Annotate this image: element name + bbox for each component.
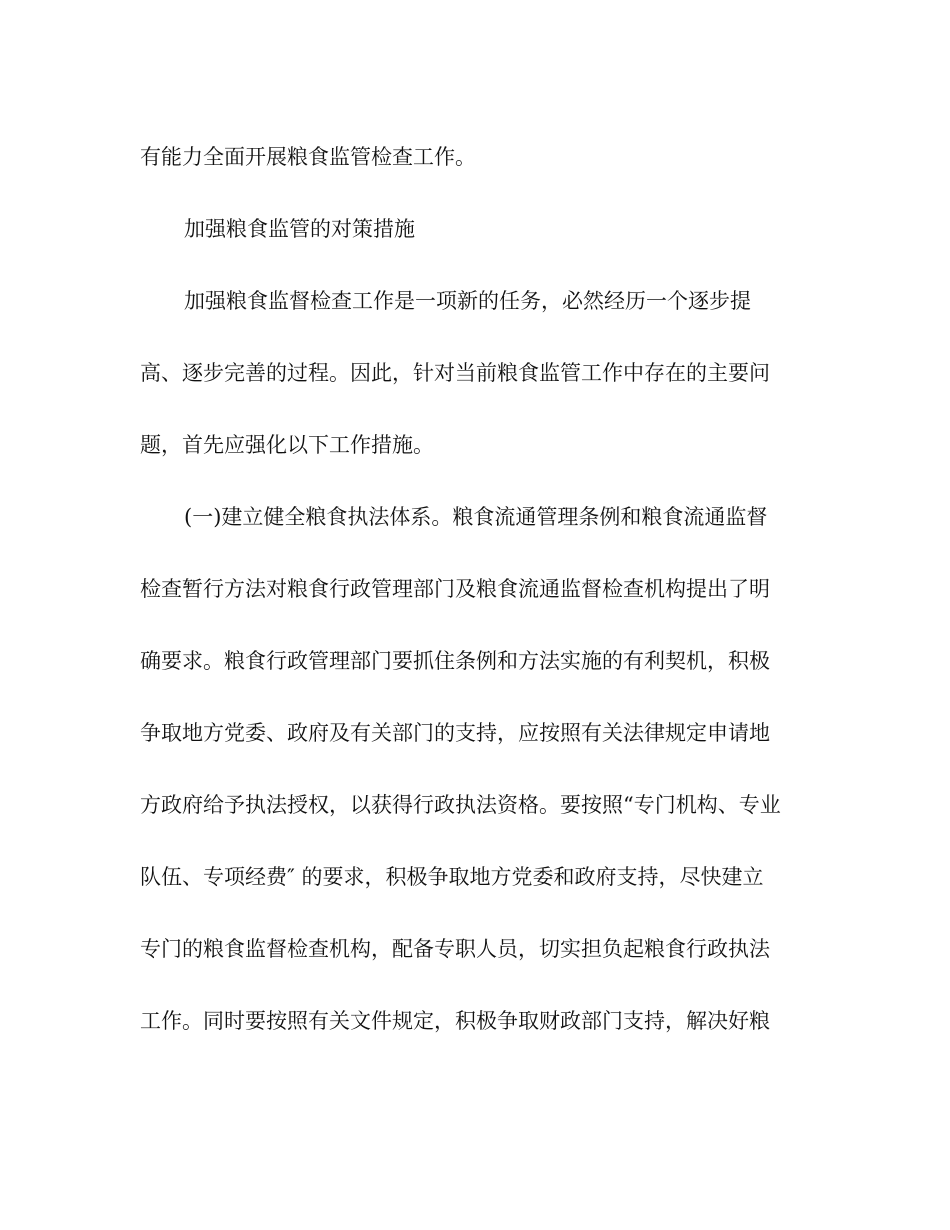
paragraph-line: 检查暂行方法对粮食行政管理部门及粮食流通监督检查机构提出了明 [140,577,770,601]
paragraph-line: 加强粮食监督检查工作是一项新的任务，必然经历一个逐步提 [184,289,751,313]
text-line: 有能力全面开展粮食监管检查工作。 [140,145,476,169]
paragraph-line: 专门的粮食监督检查机构，配备专职人员，切实担负起粮食行政执法 [140,937,770,961]
paragraph-line: 题，首先应强化以下工作措施。 [140,433,434,457]
paragraph-line: 工作。同时要按照有关文件规定，积极争取财政部门支持，解决好粮 [140,1009,770,1033]
paragraph-line: 高、逐步完善的过程。因此，针对当前粮食监管工作中存在的主要问 [140,361,770,385]
paragraph-line: 争取地方党委、政府及有关部门的支持，应按照有关法律规定申请地 [140,721,770,745]
paragraph-line: (一)建立健全粮食执法体系。粮食流通管理条例和粮食流通监督 [184,505,768,529]
paragraph-line: 队伍、专项经费″ 的要求，积极争取地方党委和政府支持，尽快建立 [140,865,764,889]
paragraph-line: 确要求。粮食行政管理部门要抓住条例和方法实施的有利契机，积极 [140,649,770,673]
section-heading: 加强粮食监管的对策措施 [184,217,415,241]
paragraph-line: 方政府给予执法授权，以获得行政执法资格。要按照“专门机构、专业 [140,793,781,817]
